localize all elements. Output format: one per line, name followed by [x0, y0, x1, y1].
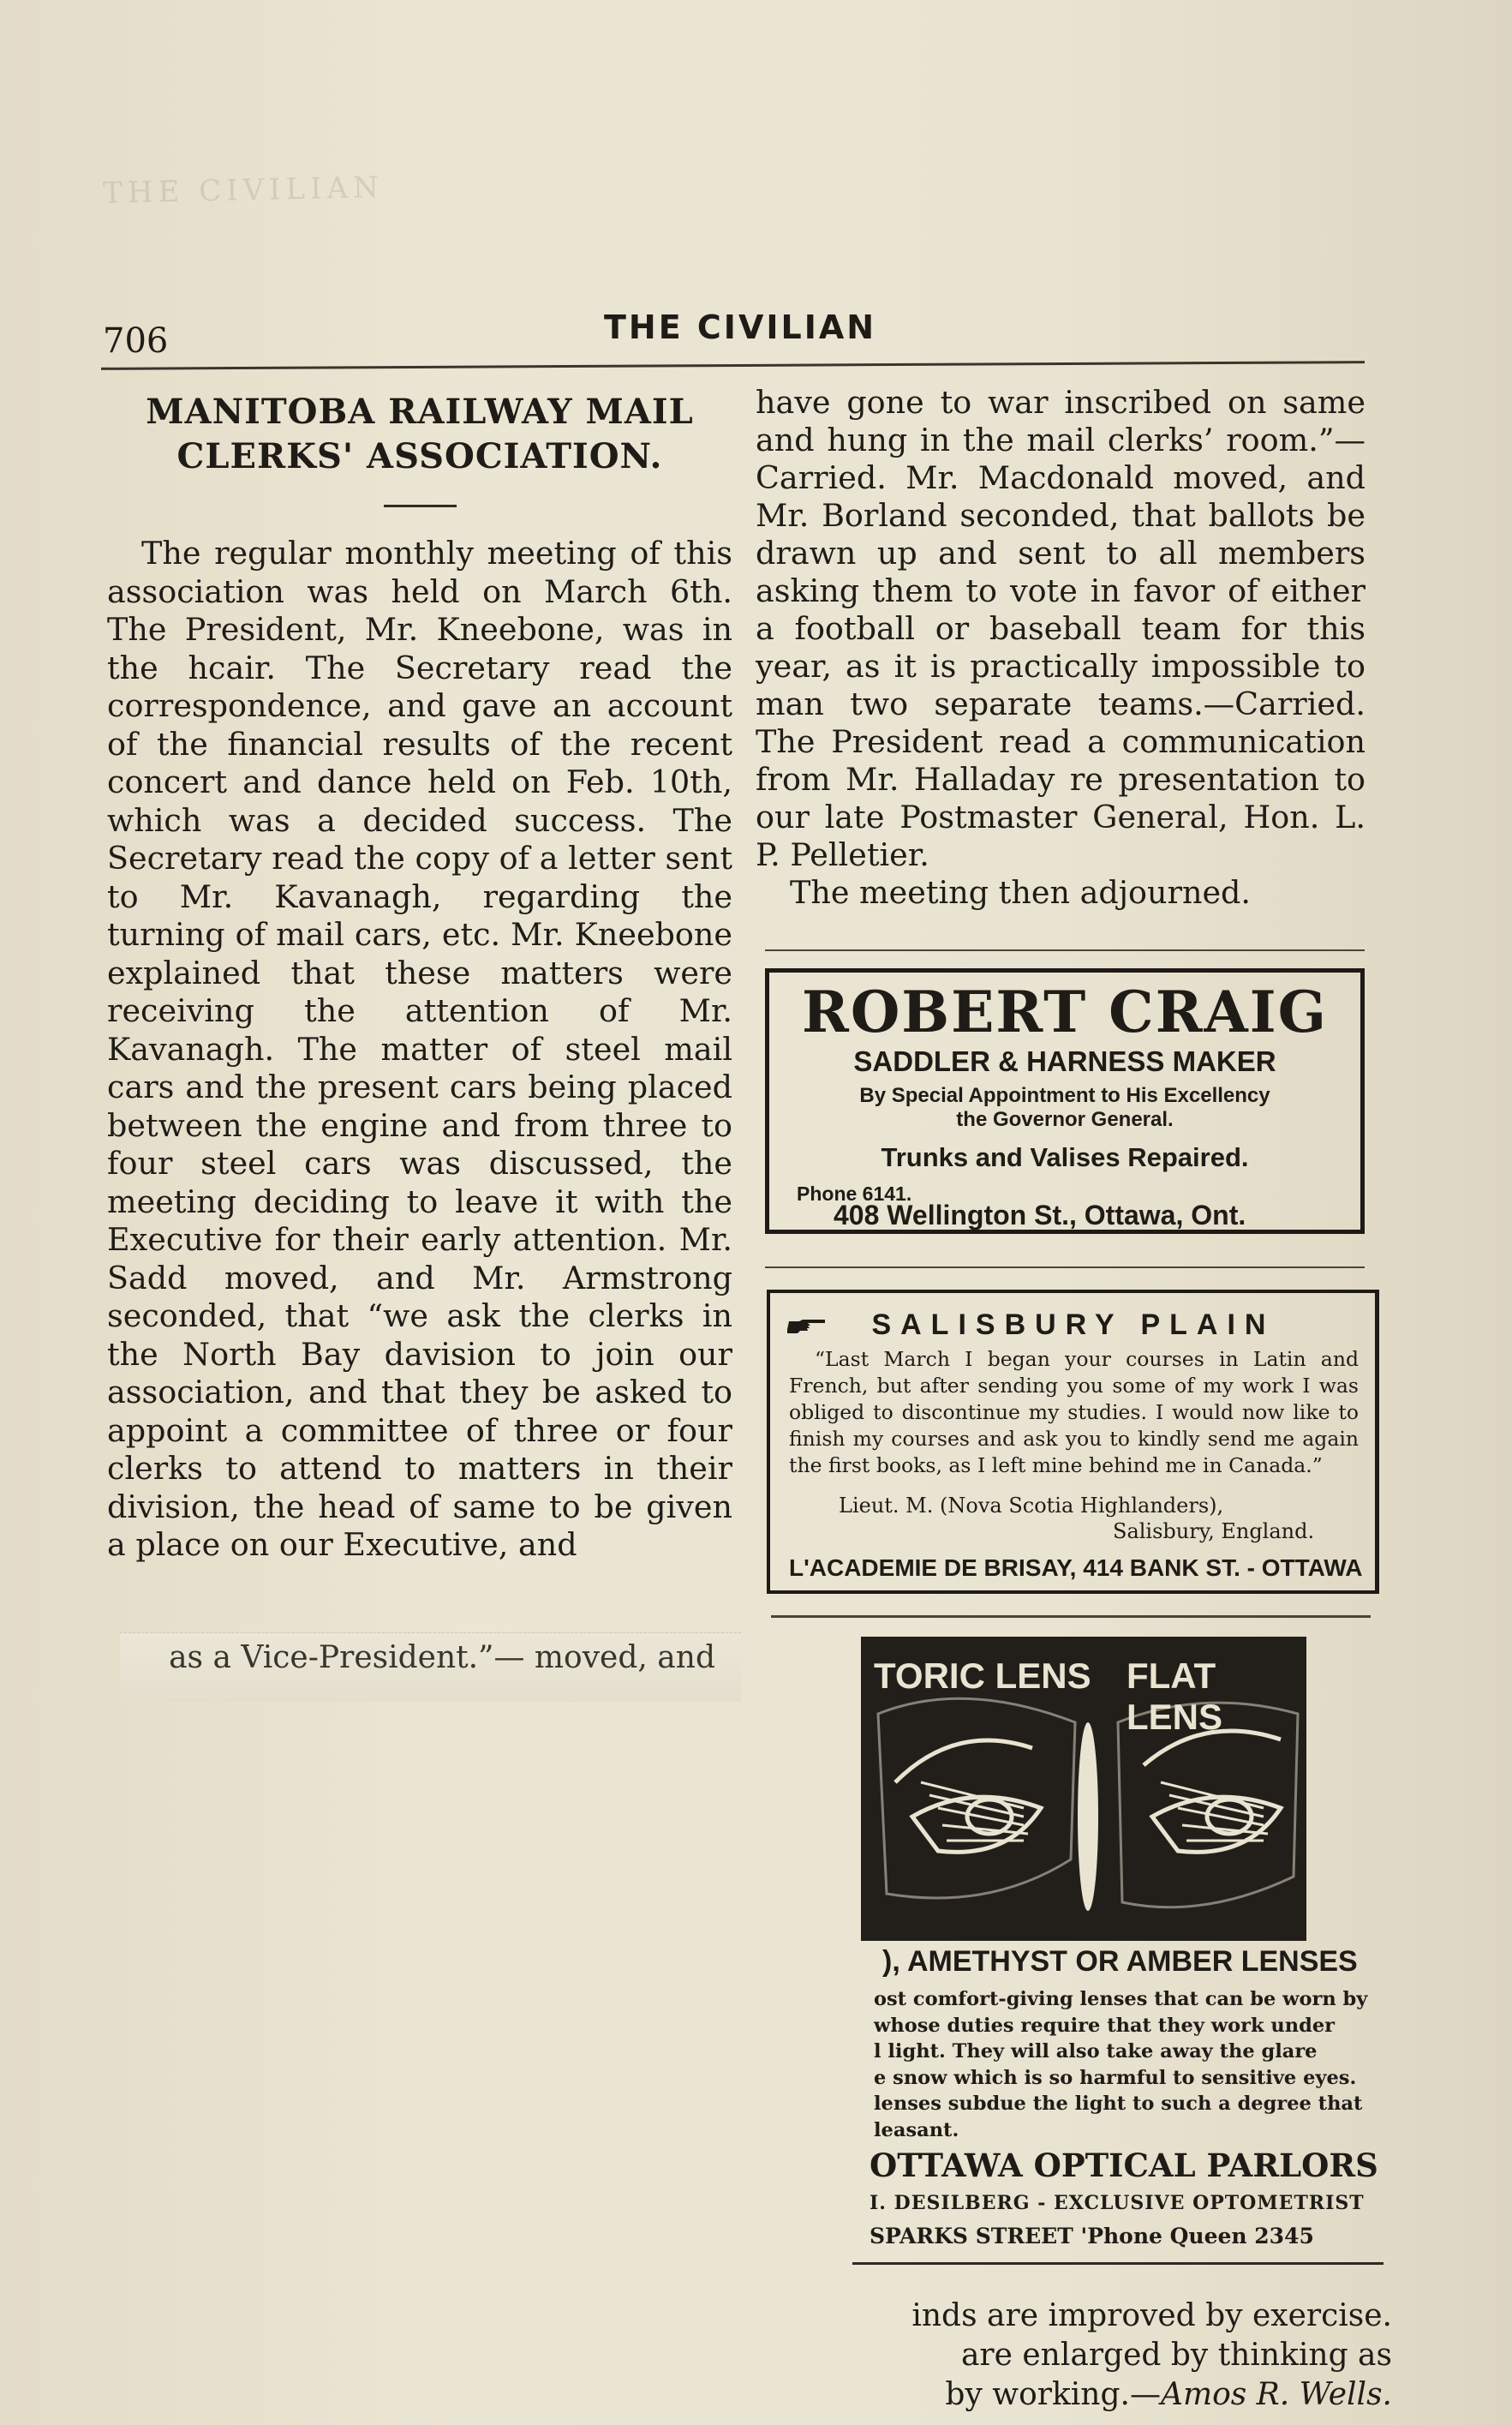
testimonial-quote: “Last March I began your courses in Latin and French, but after sending you some of my work I was obliged to discontinue my studies. I would now like to finish my courses and ask you to kindly send me again the first books, as I left mine behind me in Canada.” [789, 1347, 1359, 1477]
article-closing: The meeting then adjourned. [790, 874, 1252, 911]
advertisement-ottawa-optical [844, 1637, 1392, 2271]
eye-lens-illustration [861, 1688, 1306, 1941]
advertisement-salisbury-plain [767, 1290, 1379, 1594]
advertiser-trade: SADDLER & HARNESS MAKER [853, 1045, 1276, 1077]
torn-text-fragment: as a Vice-President.”— moved, and [169, 1640, 715, 1675]
lens-types-heading: ), AMETHYST OR AMBER LENSES [882, 1945, 1358, 1978]
testimonial-location: Salisbury, England. [1113, 1519, 1315, 1543]
flat-lens-label: FLAT LENS [1127, 1656, 1223, 1737]
service-line: Trunks and Valises Repaired. [881, 1142, 1249, 1172]
lens-illustration [861, 1637, 1306, 1941]
journal-title: THE CIVILIAN [604, 308, 877, 346]
address-phone: SPARKS STREET 'Phone Queen 2345 [870, 2224, 1314, 2248]
advertisement-robert-craig [765, 968, 1365, 1234]
address: 408 Wellington St., Ottawa, Ont. [834, 1200, 1246, 1230]
ad-description: ost comfort-giving lenses that can be worn by whose duties require that they work under l light. They will also take away the glare e snow which is so harmful to sensitive eyes. lenses subdue the light to such a degree that leasant. [874, 1988, 1368, 2141]
toric-lens-label: TORIC LENS [874, 1656, 1091, 1696]
article-right-column [756, 384, 1366, 912]
article-body-left [107, 535, 732, 1565]
right-eye-icon [1144, 1731, 1281, 1852]
article-body-right [756, 384, 1366, 912]
article-paragraph: have gone to war inscribed on same and hung in the mail clerks’ room.”—Carried. Mr. Macdonald moved, and Mr. Borland seconded, that ballots be drawn up and sent to all members asking them to vote in favor of either a football or baseball team for this year, as it is practically impossible to man two separate teams.—Carried. The President read a communication from Mr. Halladay re presentation to our late Postmaster General, Hon. L. P. Pelletier. [756, 384, 1366, 873]
ad-headline: SALISBURY PLAIN [787, 1308, 1276, 1342]
optometrist-line: I. DESILBERG - EXCLUSIVE OPTOMETRIST [870, 2192, 1365, 2214]
divider-rule [765, 1266, 1365, 1268]
advertiser-name: ROBERT CRAIG [801, 979, 1329, 1045]
article-title: MANITOBA RAILWAY MAIL CLERKS' ASSOCIATION. [146, 392, 694, 476]
pointing-hand-icon [787, 1318, 828, 1335]
divider-rule [771, 1615, 1371, 1618]
title-divider [384, 505, 457, 507]
company-name: OTTAWA OPTICAL PARLORS [870, 2147, 1378, 2184]
torn-clipping-edge [120, 1632, 741, 1702]
closing-quotation: inds are improved by exercise. are enlarged by thinking as by working.—Amos R. Wells. [911, 2298, 1392, 2412]
flat-lens-shape [1078, 1722, 1098, 1911]
bleed-through-text: THE CIVILIAN [102, 170, 385, 211]
article-paragraph: The regular monthly meeting of this association was held on March 6th. The President, Mr. Kneebone, was in the hcair. The Secretary read the correspondence, and gave an account of the financial results of the recent concert and dance held on Feb. 10th, which was a decided success. The Secretary read the copy of a letter sent to Mr. Kavanagh, regarding the turning of mail cars, etc. Mr. Kneebone explained that these matters were receiving the attention of Mr. Kavanagh. The matter of steel mail cars and the present cars being placed between the engine and from three to four steel cars was discussed, the meeting deciding to leave it with the Executive for their early attention. Mr. Sadd moved, and Mr. Armstrong seconded, that “we ask the clerks in the North Bay davision to join our association, and that they be asked to appoint a committee of three or four clerks to attend to matters in their division, the head of same to be given a place on our Executive, and [107, 535, 732, 1563]
phone-number: Phone 6141. [797, 1183, 912, 1205]
page-header [99, 304, 1379, 364]
left-eye-icon [895, 1740, 1041, 1852]
divider-rule [852, 2262, 1384, 2265]
testimonial-signature: Lieut. M. (Nova Scotia Highlanders), [839, 1494, 1224, 1518]
article-left-column [107, 390, 732, 1565]
page-number: 706 [103, 321, 169, 361]
divider-rule [765, 949, 1365, 951]
advertiser-address: L'ACADEMIE DE BRISAY, 414 BANK ST. - OTTAWA [789, 1554, 1363, 1581]
appointment-line: By Special Appointment to His Excellency the Governor General. [859, 1084, 1270, 1131]
